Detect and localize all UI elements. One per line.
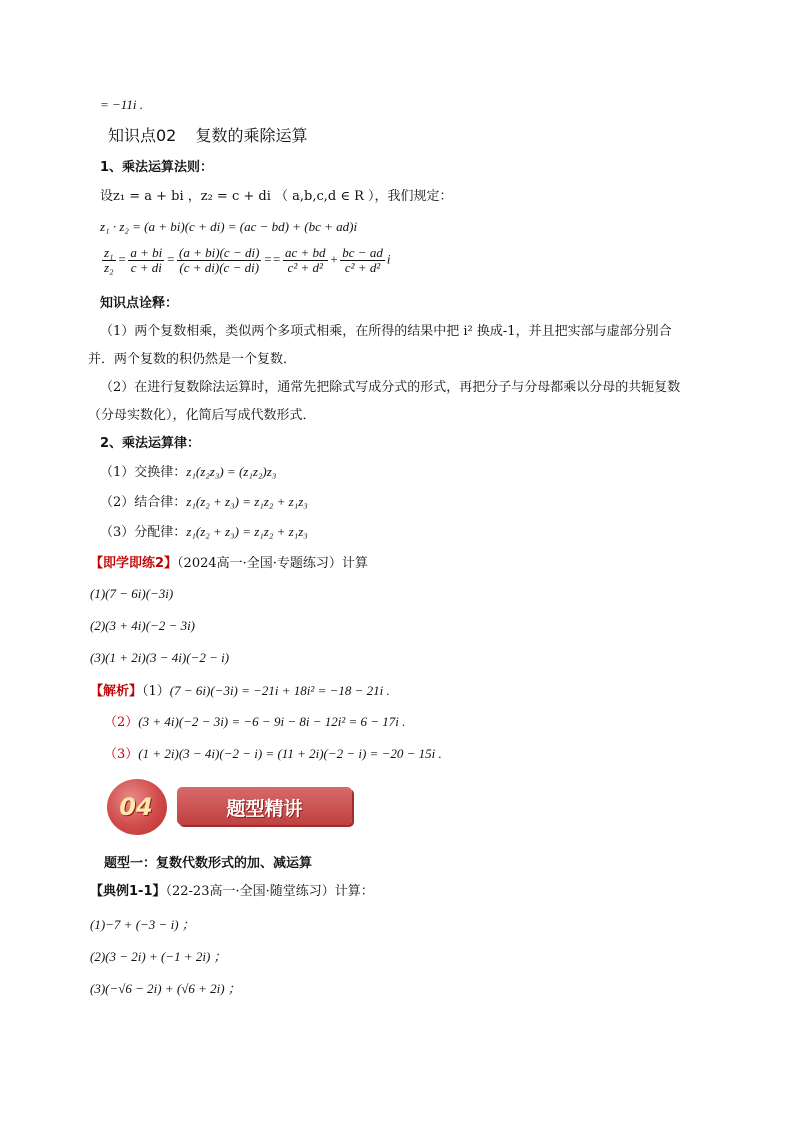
section-number-badge: 04	[107, 779, 167, 835]
explanation-p2-line2: （分母实数化），化简后写成代数形式．	[88, 408, 316, 423]
product-formula: z₁ · z₂ = (a + bi)(c + di) = (ac − bd) + (bc + ad)i	[100, 219, 358, 234]
practice-header	[90, 556, 368, 572]
law-associative: （2）结合律：z₁(z₂ + z₃) = z₁z₂ + z₁z₃	[100, 494, 308, 510]
law-commutative: （1）交换律：z₁(z₂z₃) = (z₁z₂)z₃	[100, 464, 277, 480]
practice-problem-3: (3)(1 + 2i)(3 − 4i)(−2 − i)	[90, 650, 230, 665]
quotient-step1: $\frac{a + bi}{c + di}$	[130, 245, 163, 275]
type1-heading: 题型一：复数代数形式的加、减运算	[104, 856, 313, 871]
example-header	[90, 884, 374, 900]
quotient-step2: $\frac{(a + bi)(c - di)}{(c + di)(c - di)}$	[179, 245, 260, 275]
explanation-p1-line2: 并．两个复数的积仍然是一个复数．	[88, 352, 297, 367]
practice-problem-2: (2)(3 + 4i)(−2 − 3i)	[90, 618, 196, 633]
explanation-p1-line1: （1）两个复数相乘，类似两个多项式相乘，在所得的结果中把 i² 换成-1，并且把实部与虚部分别合	[100, 324, 672, 339]
laws-heading: 2、乘法运算律：	[100, 436, 201, 451]
section-banner: 题型精讲	[177, 787, 352, 825]
practice-source: （2024高一·全国·专题练习）计算	[177, 556, 368, 571]
solution-line-2: （2）(3 + 4i)(−2 − 3i) = −6 − 9i − 8i − 12i² = 6 − 17i .	[104, 714, 406, 730]
solution-line-1: 【解析】（1）(7 − 6i)(−3i) = −21i + 18i² = −18 − 21i .	[90, 683, 390, 699]
practice-problem-1: (1)(7 − 6i)(−3i)	[90, 586, 174, 601]
law-distributive: （3）分配律：z₁(z₂ + z₃) = z₁z₂ + z₁z₃	[100, 524, 308, 540]
section-number: 知识点02	[108, 126, 177, 145]
explanation-heading: 知识点诠释：	[100, 296, 179, 311]
quotient-formula: $\frac{\text{z₁}}{\text{z₂}}$ = $\frac{a + bi}{c + di}$ = $\frac{(a + bi)(c - di)}{(c + di)(c - di)}$ == $\frac{ac + bd}{\text{c² + d²}}$ + $\frac{bc - ad}{\text{c² + d²}}$ i	[104, 245, 391, 275]
previous-result: = −11i .	[100, 97, 143, 112]
section-heading	[108, 123, 307, 146]
solution-tag: 【解析】	[90, 684, 143, 699]
quotient-lhs: $\frac{\text{z₁}}{\text{z₂}}$	[104, 245, 114, 275]
section-title: 复数的乘除运算	[195, 126, 308, 145]
practice-tag: 【即学即练2】	[90, 556, 178, 571]
example-problem-3: (3)(−√6 − 2i) + (√6 + 2i) ；	[90, 981, 241, 996]
example-tag: 【典例1-1】	[90, 884, 166, 899]
solution-line-3: （3）(1 + 2i)(3 − 4i)(−2 − i) = (11 + 2i)(−2 − i) = −20 − 15i .	[104, 746, 442, 762]
quotient-real-part: $\frac{ac + bd}{\text{c² + d²}}$	[284, 245, 326, 275]
explanation-p2-line1: （2）在进行复数除法运算时，通常先把除式写成分式的形式，再把分子与分母都乘以分母的共轭复数	[100, 380, 681, 395]
example-problem-2: (2)(3 − 2i) + (−1 + 2i) ；	[90, 949, 227, 964]
quotient-imag-part: $\frac{bc - ad}{\text{c² + d²}}$	[342, 245, 383, 275]
example-source: （22-23高一·全国·随堂练习）计算：	[165, 884, 374, 899]
example-problem-1: (1)−7 + (−3 − i) ；	[90, 917, 195, 932]
mult-rule-setup: 设z₁ = a + bi ，z₂ = c + di （ a,b,c,d ∈ R ），我们规定：	[100, 189, 453, 204]
mult-rule-heading: 1、乘法运算法则：	[100, 160, 214, 175]
